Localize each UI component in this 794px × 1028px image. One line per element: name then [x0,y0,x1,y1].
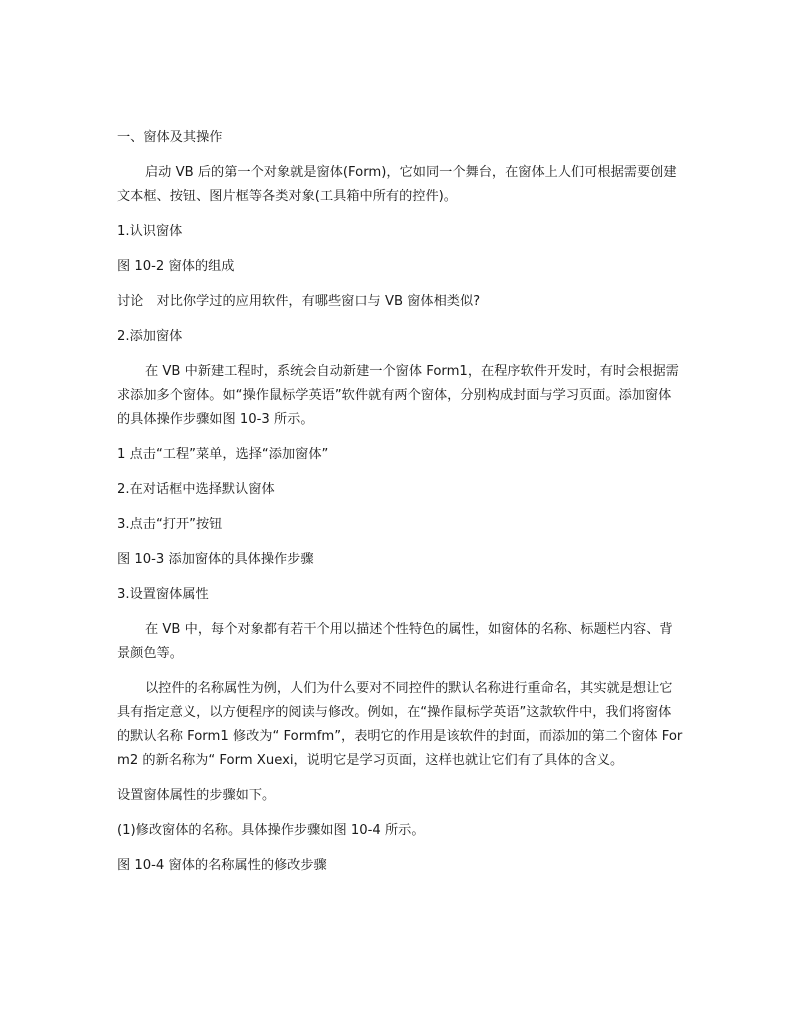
subheading-recognize-form: 1.认识窗体 [117,224,183,239]
paragraph-add-form: 在 VB 中新建工程时，系统会自动新建一个窗体 Form1，在程序软件开发时，有时会根据需求添加多个窗体。如“操作鼠标学英语”软件就有两个窗体，分别构成封面与学习页面。添加窗体的具体操作步骤如图 10-3 所示。 [117,364,679,427]
subheading-add-form: 2.添加窗体 [117,329,183,344]
paragraph-naming-example: 以控件的名称属性为例，人们为什么要对不同控件的默认名称进行重命名，其实就是想让它具有指定意义，以方便程序的阅读与修改。例如，在“操作鼠标学英语”这款软件中，我们将窗体的默认名称 Form1 修改为“ Formfm”，表明它的作用是该软件的封面，而添加的第二个窗体 Form2 的新名称为“ Form Xuexi，说明它是学习页面，这样也就让它们有了具体的含义。 [117,681,683,768]
steps-intro: 设置窗体属性的步骤如下。 [117,788,276,803]
subheading-form-properties: 3.设置窗体属性 [117,587,209,602]
paragraph-properties: 在 VB 中，每个对象都有若干个用以描述个性特色的属性，如窗体的名称、标题栏内容、背景颜色等。 [117,622,673,661]
figure-caption-10-2: 图 10-2 窗体的组成 [117,259,235,274]
step-modify-name: (1)修改窗体的名称。具体操作步骤如图 10-4 所示。 [117,823,425,838]
section-heading: 一、窗体及其操作 [117,130,223,145]
figure-caption-10-3: 图 10-3 添加窗体的具体操作步骤 [117,552,314,567]
figure-caption-10-4: 图 10-4 窗体的名称属性的修改步骤 [117,858,327,873]
step-2: 2.在对话框中选择默认窗体 [117,482,275,497]
paragraph-intro: 启动 VB 后的第一个对象就是窗体(Form)，它如同一个舞台，在窗体上人们可根据需要创建文本框、按钮、图片框等各类对象(工具箱中所有的控件)。 [117,165,677,204]
document-body [117,126,683,889]
step-3: 3.点击“打开”按钮 [117,517,223,532]
discussion-prompt: 讨论 对比你学过的应用软件，有哪些窗口与 VB 窗体相类似? [117,294,481,309]
step-1: 1 点击“工程”菜单，选择“添加窗体” [117,447,329,462]
